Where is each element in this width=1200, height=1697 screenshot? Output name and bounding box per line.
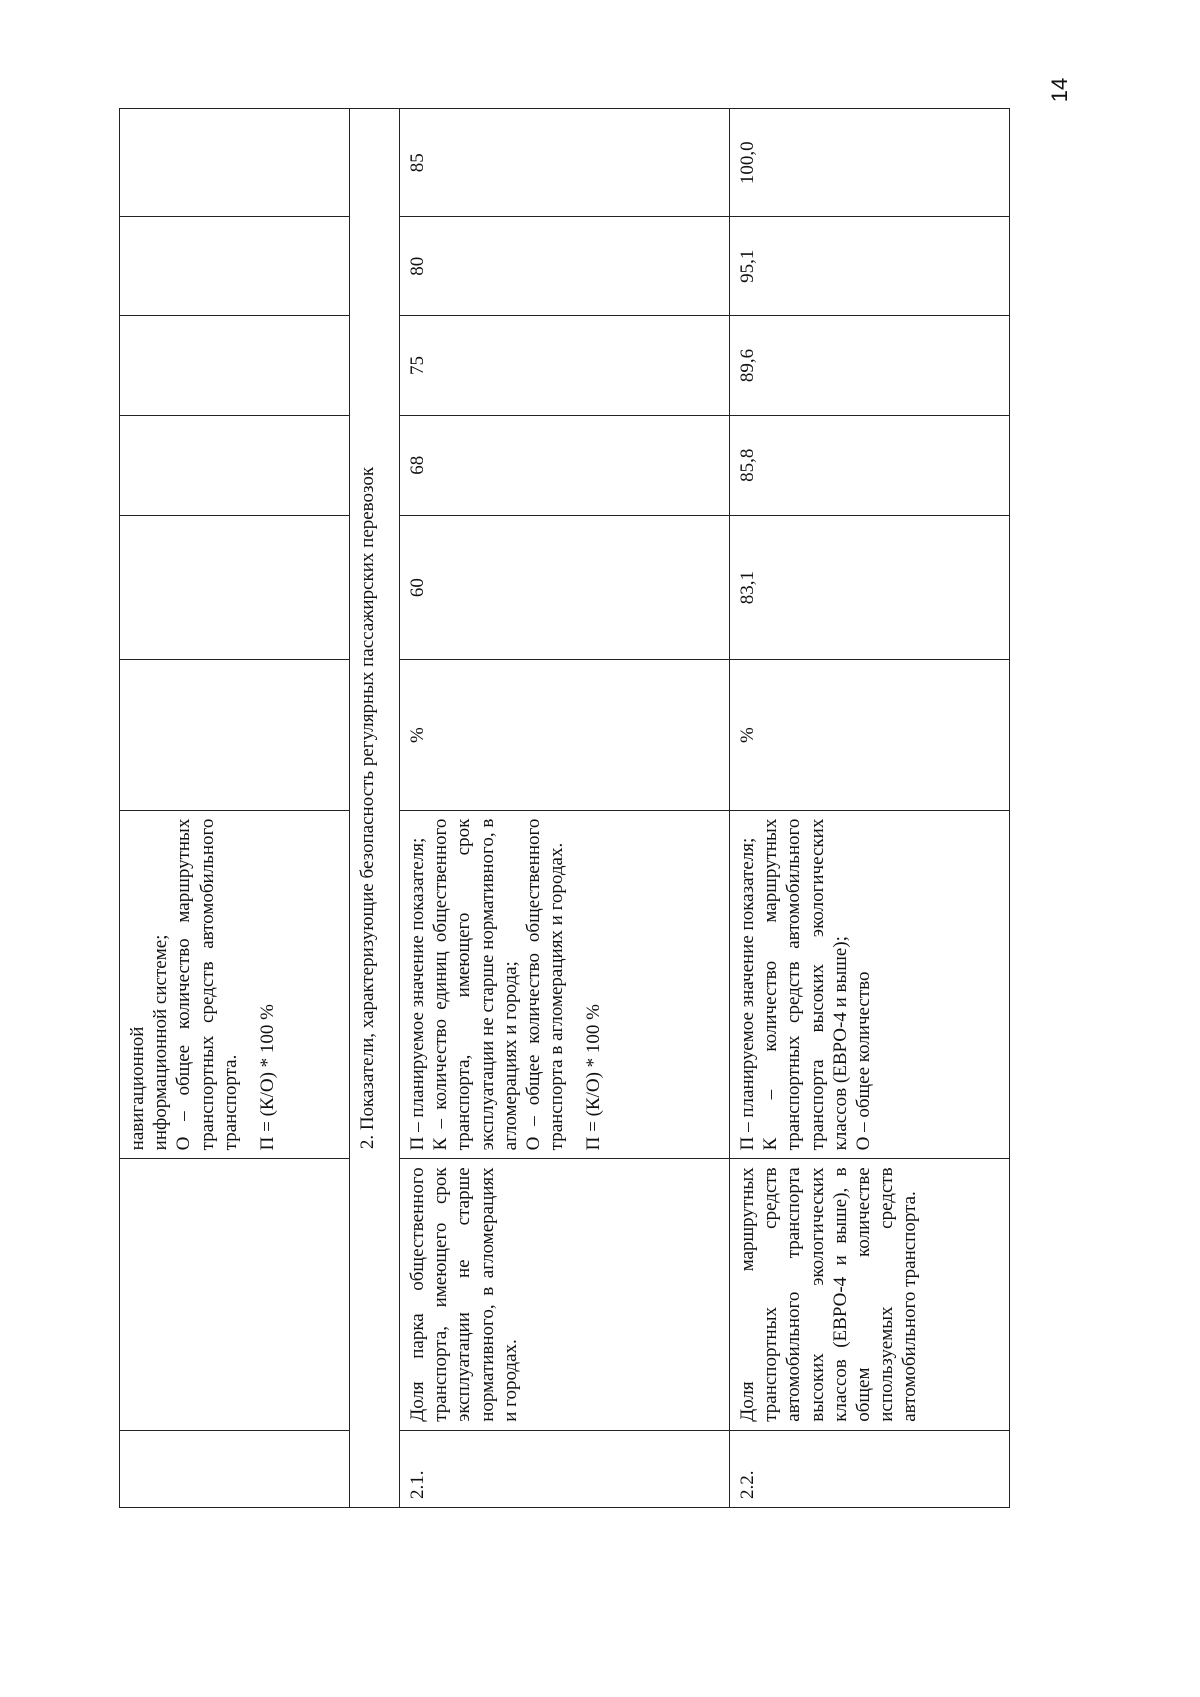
continuation-num-cell <box>120 1430 350 1507</box>
unit-cell: % <box>730 660 1010 810</box>
continuation-value-cell <box>120 515 350 660</box>
indicator-definition: П – планируемое значение показателя; К – количество единиц общественного транспорта, имеющего срок эксплуатации не старше нормативного, в агломерациях и города; О – общее количество общественного транспорта в агломерациях и городах. <box>407 818 568 1151</box>
table-row-continuation <box>120 109 350 1508</box>
indicator-definition: П – планируемое значение показателя; К – количество маршрутных транспортных средств автомобильного транспорта высоких экологических классов (ЕВРО-4 и выше); О – общее количество <box>737 818 874 1151</box>
indicator-definition-cell <box>730 810 1010 1159</box>
rotated-table-container <box>119 108 1009 1508</box>
value-cell: 68 <box>400 415 730 515</box>
table-row <box>400 109 730 1508</box>
indicator-name: Доля маршрутных транспортных средств автомобильного транспорта высоких экологических классов (ЕВРО-4 и выше), в общем количестве используемых средств автомобильного транспорта. <box>730 1159 1010 1430</box>
continuation-value-cell <box>120 316 350 416</box>
continuation-line-2: информационной системе; <box>150 934 172 1151</box>
continuation-formula-cell <box>120 810 350 1159</box>
section-2-title: 2. Показатели, характеризующие безопасность регулярных пассажирских перевозок <box>350 109 400 1508</box>
value-cell: 85,8 <box>730 415 1010 515</box>
value-cell: 60 <box>400 515 730 660</box>
indicator-formula: П = (К/О) * 100 % <box>583 1004 605 1151</box>
continuation-value-cell <box>120 109 350 217</box>
continuation-value-cell <box>120 415 350 515</box>
row-number: 2.2. <box>730 1430 1010 1507</box>
continuation-name-cell <box>120 1159 350 1430</box>
value-cell: 100,0 <box>730 109 1010 217</box>
value-cell: 95,1 <box>730 217 1010 316</box>
indicator-name: Доля парка общественного транспорта, имеющего срок эксплуатации не старше нормативного, в агломерациях и городах. <box>400 1159 730 1430</box>
page-number: 14 <box>1047 77 1072 103</box>
unit-cell: % <box>400 660 730 810</box>
indicators-table <box>119 108 1010 1508</box>
continuation-line-1: навигационной <box>127 1026 148 1151</box>
continuation-line-3: О – общее количество маршрутных транспортных средств автомобильного транспорта. <box>173 818 241 1151</box>
value-cell: 89,6 <box>730 316 1010 416</box>
value-cell: 85 <box>400 109 730 217</box>
value-cell: 83,1 <box>730 515 1010 660</box>
value-cell: 80 <box>400 217 730 316</box>
section-heading-row <box>350 109 400 1508</box>
row-number: 2.1. <box>400 1430 730 1507</box>
continuation-value-cell <box>120 217 350 316</box>
value-cell: 75 <box>400 316 730 416</box>
continuation-unit-cell <box>120 660 350 810</box>
indicator-definition-cell <box>400 810 730 1159</box>
table-row <box>730 109 1010 1508</box>
continuation-formula: П = (К/О) * 100 % <box>256 1004 278 1151</box>
